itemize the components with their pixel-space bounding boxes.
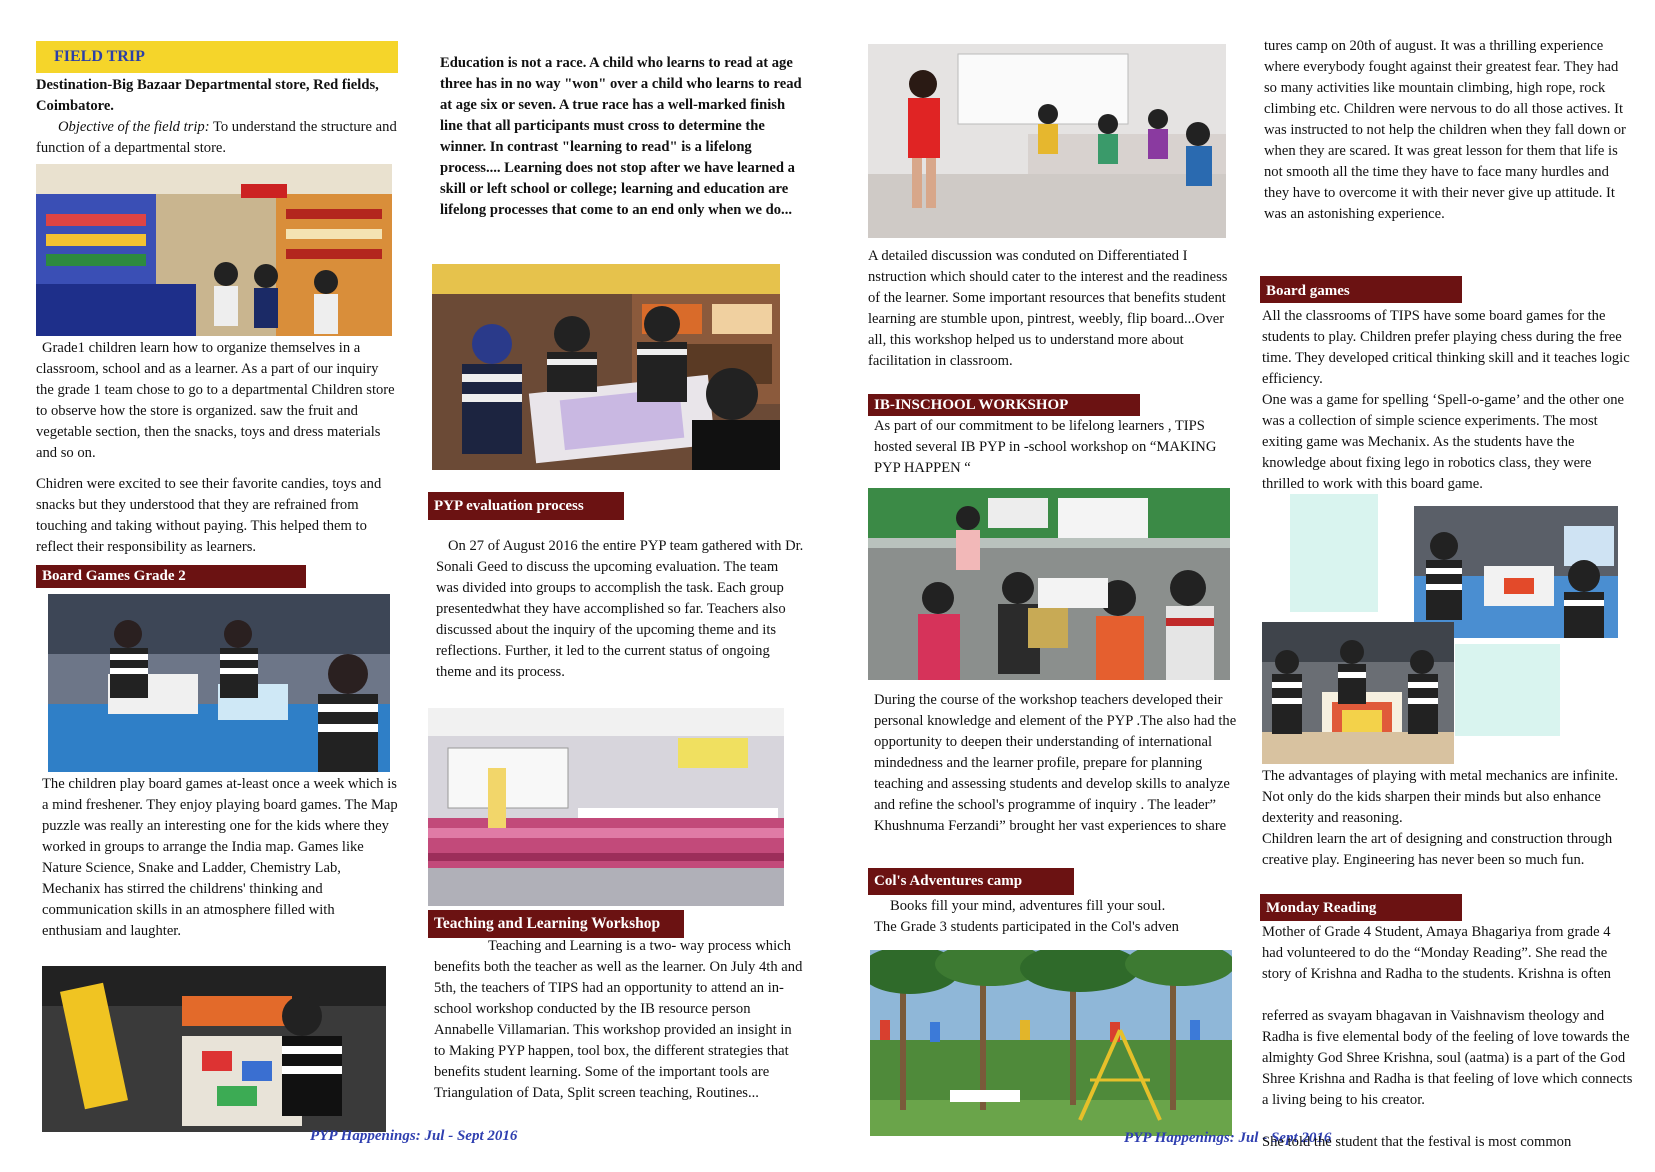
board-game-photo-1 <box>48 594 390 772</box>
pyp-evaluation-text: On 27 of August 2016 the entire PYP team gathered with Dr. Sonali Geed to discuss the upcoming evaluation. The team was divided into groups to accomplish the task. Each group presentedwhat they have accomplished so far. Teachers also discussed about the inquiry of the upcoming theme and its reflections. Further, it led to the current status of ongoing theme and its process. <box>436 538 804 680</box>
pale-box-2 <box>1455 644 1560 736</box>
footer-left: PYP Happenings: Jul - Sept 2016 <box>310 1128 518 1144</box>
teaching-learning-text: Teaching and Learning is a two- way process which benefits both the teacher as well as the learner. On July 4th and 5th, the teachers of TIPS had an opportunity to attend an in-school workshop conducted by the IB resource person Annabelle Villamarian. This workshop provided an insight in to Making PYP happen, tool box, the different strategies that benefits student learning. Some of the important tools are Triangulation of Data, Split screen teaching, Routines... <box>434 938 803 1101</box>
objective-text <box>36 117 401 159</box>
workshop-photo-2 <box>868 488 1230 680</box>
board-game-photo-3 <box>1414 506 1618 638</box>
field-trip-para-2: Chidren were excited to see their favorite candies, toys and snacks but they understood that they are refrained from touching and taking without paying. This helped them to reflect their responsibility as learners. <box>36 476 382 555</box>
workshop-course-text: During the course of the workshop teachers developed their personal knowledge and element of the PYP .The also had the opportunity to deepen their understanding of international mindedness and the learner profile, prepare for planning teaching and assessing students and develop skills to analyze and refine the school's programme of inquiry . The leader” Khushnuma Ferzandi” brought her vast experiences to share <box>874 692 1237 834</box>
board-games-text-1: All the classrooms of TIPS have some board games for the students to play. Children prefer playing chess during the free time. They developed critical thinking skill and it teaches logic efficiency. <box>1262 308 1630 387</box>
ib-inschool-text: As part of our commitment to be lifelong learners , TIPS hosted several IB PYP in -school workshop on “MAKING PYP HAPPEN “ <box>874 418 1217 476</box>
monday-reading-heading: Monday Reading <box>1260 894 1462 921</box>
footer-right: PYP Happenings: Jul - Sept 2016 <box>1124 1130 1332 1146</box>
field-trip-heading: FIELD TRIP <box>36 41 398 73</box>
objective-body: To understand the structure and function of a departmental store. <box>36 119 397 156</box>
education-quote: Education is not a race. A child who learns to read at age three has in no way "won" over a child who learns to read at age six or seven. A true race has a well-marked finish line that all participants must cross to determine the winner. In contrast "learning to read" is a lifelong process.... Learning does not stop after we have learned a skill or left school or college; learning and education are lifelong processes that come to an end only when we do... <box>440 55 802 218</box>
mechanics-text-2: Children learn the art of designing and construction through creative play. Engineering has never been so much fun. <box>1262 831 1613 868</box>
training-photo <box>428 708 784 906</box>
differentiated-instruction-text: A detailed discussion was conduted on Differentiated I nstruction which should cater to the interest and the readiness of the learner. Some important resources that benefits student learning are stumble upon, pintrest, weebly, flip board...Over all, this workshop helped us to understand more about facilitation in classroom. <box>868 248 1228 369</box>
cols-text-2: The Grade 3 students participated in the Col's adven <box>874 919 1179 935</box>
cols-text-1: Books fill your mind, adventures fill your soul. <box>890 898 1166 914</box>
board-games-heading: Board games <box>1260 276 1462 303</box>
store-photo <box>36 164 392 336</box>
camp-photo <box>870 950 1232 1136</box>
pale-box-1 <box>1290 494 1378 612</box>
workshop-photo-1 <box>868 44 1226 238</box>
ib-inschool-workshop-heading: IB-INSCHOOL WORKSHOP <box>868 394 1140 416</box>
objective-label: Objective of the field trip: <box>58 119 210 135</box>
teaching-learning-workshop-heading: Teaching and Learning Workshop <box>428 910 684 938</box>
board-games-para: The children play board games at-least once a week which is a mind freshener. They enjoy playing board games. The Map puzzle was really an interesting one for the kids where they worked in groups to arrange the India map. Games like Nature Science, Snake and Ladder, Chemistry Lab, Mechanix has stirred the childrens' thinking and communication skills in an atmosphere filled with enthusiam and laughter. <box>42 776 398 939</box>
board-games-grade2-heading: Board Games Grade 2 <box>36 565 306 588</box>
monday-reading-text-1: Mother of Grade 4 Student, Amaya Bhagariya from grade 4 had volunteered to do the “Monday Reading”. She read the story of Krishna and Radha to the students. Krishna is often <box>1262 924 1611 982</box>
pyp-evaluation-heading: PYP evaluation process <box>428 492 624 520</box>
classroom-photo <box>432 264 780 470</box>
monday-reading-text-2: referred as svayam bhagavan in Vaishnavism theology and Radha is five elemental body of the feeling of love towards the almighty God Shree Krishna, soul (aatma) is a part of the God Shree Krishna and Radha is that feeling of love which connects a living being to his creator. <box>1262 1008 1633 1108</box>
field-trip-para-1: Grade1 children learn how to organize themselves in a classroom, school and as a learner. As a part of our inquiry the grade 1 team chose to go to a departmental Children store to observe how the store is organized. saw the fruit and vegetable section, then the snacks, toys and dress materials and so on. <box>36 340 395 461</box>
cols-adventures-heading: Col's Adventures camp <box>868 868 1074 895</box>
board-games-text-2: One was a game for spelling ‘Spell-o-game’ and the other one was a collection of simple science experiments. The most exiting game was Mechanix. As the students have the knowledge about fixing lego in robotics class, they were thrilled to work with this board game. <box>1262 392 1625 492</box>
mechanics-text-1: The advantages of playing with metal mechanics are infinite. Not only do the kids sharpen their minds but also enhance dexterity and reasoning. <box>1262 768 1619 826</box>
board-game-photo-4 <box>1262 622 1454 764</box>
destination-text: Destination-Big Bazaar Departmental store, Red fields, Coimbatore. <box>36 77 379 114</box>
monday-reading-text-3: She told the student that the festival is most common <box>1262 1134 1572 1150</box>
board-game-photo-2 <box>42 966 386 1132</box>
camp-continued-text: tures camp on 20th of august. It was a thrilling experience where everybody fought against their greatest fear. They had so many activities like mountain climbing, high rope, rock climbing etc. Children were nervous to do all those actives. It was instructed to not help the children when they fall down or when they are scared. It was great lesson for them that life is not smooth all the time they have to face many hurdles and they have to overcome it with their never give up attitude. It was an astonishing experience. <box>1264 38 1626 222</box>
